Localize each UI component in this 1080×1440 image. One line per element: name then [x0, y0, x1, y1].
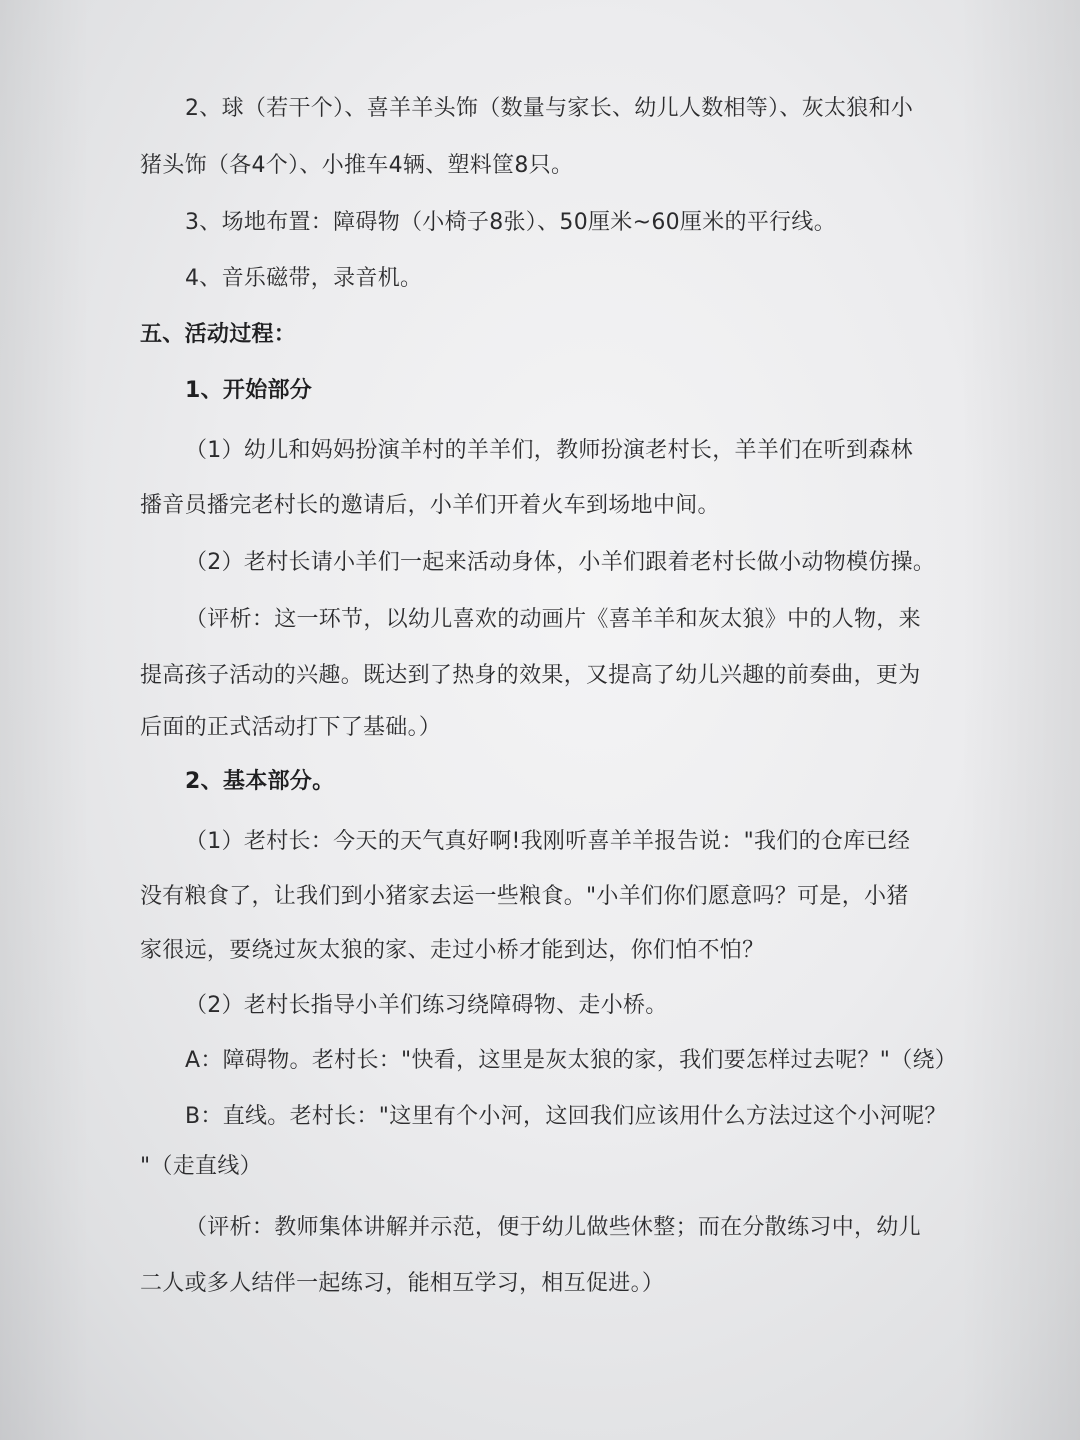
page-shadow-left: [0, 0, 90, 1440]
basic-para-1-line-1: （1）老村长：今天的天气真好啊!我刚听喜羊羊报告说："我们的仓库已经: [185, 829, 911, 854]
materials-item-4: 4、音乐磁带，录音机。: [185, 266, 423, 291]
opening-comment-line-2: 提高孩子活动的兴趣。既达到了热身的效果，又提高了幼儿兴趣的前奏曲，更为: [140, 663, 921, 688]
materials-item-2-line-1: 2、球（若干个）、喜羊羊头饰（数量与家长、幼儿人数相等）、灰太狼和小: [185, 96, 914, 121]
basic-para-1-line-3: 家很远，要绕过灰太狼的家、走过小桥才能到达，你们怕不怕？: [140, 938, 765, 963]
basic-para-2: （2）老村长指导小羊们练习绕障碍物、走小桥。: [185, 993, 668, 1018]
opening-para-1-line-1: （1）幼儿和妈妈扮演羊村的羊羊们，教师扮演老村长，羊羊们在听到森林: [185, 438, 913, 463]
opening-comment-line-1: （评析：这一环节，以幼儿喜欢的动画片《喜羊羊和灰太狼》中的人物，来: [185, 607, 921, 632]
opening-para-1-line-2: 播音员播完老村长的邀请后，小羊们开着火车到场地中间。: [140, 493, 720, 518]
section-heading-process: 五、活动过程：: [140, 322, 297, 347]
basic-comment-line-2: 二人或多人结伴一起练习，能相互学习，相互促进。）: [140, 1271, 665, 1296]
opening-comment-line-3: 后面的正式活动打下了基础。）: [140, 715, 442, 740]
basic-item-a: A：障碍物。老村长："快看，这里是灰太狼的家，我们要怎样过去呢？"（绕）: [185, 1048, 958, 1073]
materials-item-3: 3、场地布置：障碍物（小椅子8张）、50厘米~60厘米的平行线。: [185, 210, 837, 235]
page-shadow-right: [960, 0, 1080, 1440]
basic-item-b-line-2: "（走直线）: [140, 1154, 262, 1179]
opening-para-2: （2）老村长请小羊们一起来活动身体，小羊们跟着老村长做小动物模仿操。: [185, 550, 936, 575]
basic-comment-line-1: （评析：教师集体讲解并示范，便于幼儿做些休整；而在分散练习中，幼儿: [185, 1215, 921, 1240]
subheading-basic: 2、基本部分。: [185, 769, 335, 794]
materials-item-2-line-2: 猪头饰（各4个）、小推车4辆、塑料筐8只。: [140, 153, 574, 178]
subheading-opening: 1、开始部分: [185, 378, 313, 403]
basic-para-1-line-2: 没有粮食了，让我们到小猪家去运一些粮食。"小羊们你们愿意吗？可是，小猪: [140, 884, 909, 909]
basic-item-b-line-1: B：直线。老村长："这里有个小河，这回我们应该用什么方法过这个小河呢？: [185, 1104, 947, 1129]
